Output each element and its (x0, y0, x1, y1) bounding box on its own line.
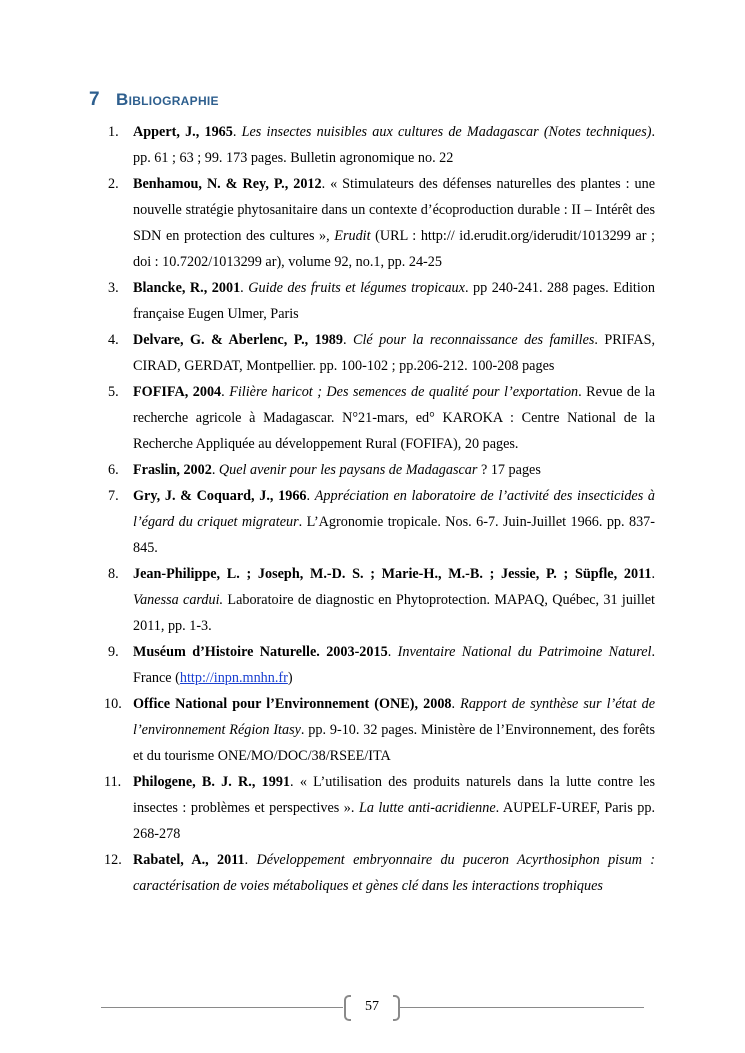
reference-item: 3. Blancke, R., 2001. Guide des fruits et légumes tropicaux. pp 240-241. 288 pages. Edition française Eugen Ulmer, Paris (133, 275, 655, 327)
reference-author: FOFIFA, 2004 (133, 384, 222, 400)
reference-details: . Revue de la recherche agricole à Madagascar. N°21-mars, ed° KAROKA : Centre National de la Recherche Appliquée au développement Rural (FOFIFA), 20 pages. (133, 384, 656, 452)
reference-author: Jean-Philippe, L. ; Joseph, M.-D. S. ; Marie-H., M.-B. ; Jessie, P. ; Süpfle, 2011 (133, 566, 652, 582)
reference-title: Filière haricot ; Des semences de qualité pour l’exportation (229, 384, 579, 400)
reference-item: 7. Gry, J. & Coquard, J., 1966. Appréciation en laboratoire de l’activité des insecticides à l’égard du criquet migrateur. L’Agronomie tropicale. Nos. 6-7. Juin-Juillet 1966. pp. 837-845. (133, 483, 655, 561)
reference-number: 9. (108, 644, 119, 660)
footer-rule-right (399, 1007, 644, 1008)
page-number: 57 (365, 999, 379, 1014)
reference-details: ? 17 pages (477, 462, 541, 478)
reference-author: Rabatel, A., 2011 (133, 852, 245, 868)
reference-number: 11. (104, 774, 122, 790)
reference-title: Inventaire National du Patrimoine Naturel (397, 644, 652, 660)
reference-title: Développement embryonnaire du puceron Acyrthosiphon pisum : caractérisation de voies métaboliques et gènes clé dans les interactions trophiques (133, 852, 656, 894)
reference-details: (URL : http:// id.erudit.org/iderudit/1013299 ar ; doi : 10.7202/1013299 ar), volume 92, no.1, pp. 24-25 (133, 228, 655, 270)
reference-item: 10. Office National pour l’Environnement (ONE), 2008. Rapport de synthèse sur l’état de l’environnement Région Itasy. pp. 9-10. 32 pages. Ministère de l’Environnement, des forêts et du tourisme ONE/MO/DOC/38/RSEE/ITA (133, 691, 655, 769)
reference-details: . pp 240-241. 288 pages. Edition française Eugen Ulmer, Paris (133, 280, 655, 322)
reference-number: 12. (104, 852, 122, 868)
reference-article: . « Stimulateurs des défenses naturelles des plantes : une nouvelle stratégie phytosanitaire dans un contexte d’écoproduction durable : II – Intérêt des SDN en protection des cultures », (133, 176, 656, 244)
section-title: Bibliographie (116, 90, 219, 109)
reference-number: 3. (108, 280, 119, 296)
reference-title: Quel avenir pour les paysans de Madagascar (218, 462, 478, 478)
reference-item (108, 171, 656, 275)
reference-item: 4. Delvare, G. & Aberlenc, P., 1989. Clé pour la reconnaissance des familles. PRIFAS, CIRAD, GERDAT, Montpellier. pp. 100-102 ; pp.206-212. 100-208 pages (133, 327, 655, 379)
reference-title: Les insectes nuisibles aux cultures de Madagascar (Notes techniques) (241, 124, 652, 140)
reference-item: 8. Jean-Philippe, L. ; Joseph, M.-D. S. ; Marie-H., M.-B. ; Jessie, P. ; Süpfle, 2011. Vanessa cardui. Laboratoire de diagnostic en Phytoprotection. MAPAQ, Québec, 31 juillet 2011, pp. 1-3. (133, 561, 655, 639)
reference-author: Muséum d’Histoire Naturelle. 2003-2015 (133, 644, 388, 660)
bibliography-list (104, 119, 656, 899)
reference-item: 6. Fraslin, 2002. Quel avenir pour les paysans de Madagascar ? 17 pages (133, 457, 655, 483)
page-footer (101, 995, 644, 1021)
reference-author: Delvare, G. & Aberlenc, P., 1989 (133, 332, 343, 348)
footer-bracket-right (393, 995, 400, 1021)
reference-title: La lutte anti-acridienne (358, 800, 496, 816)
reference-item: 1. Appert, J., 1965. Les insectes nuisibles aux cultures de Madagascar (Notes techniques). pp. 61 ; 63 ; 99. 173 pages. Bulletin agronomique no. 22 (133, 119, 655, 171)
reference-details: . pp. 9-10. 32 pages. Ministère de l’Environnement, des forêts et du tourisme ONE/MO/DOC/38/RSEE/ITA (133, 722, 656, 764)
reference-author: Blancke, R., 2001 (133, 280, 241, 296)
reference-title: Clé pour la reconnaissance des familles (353, 332, 595, 348)
reference-article: . « L’utilisation des produits naturels dans la lutte contre les insectes : problèmes et perspectives ». (133, 774, 655, 816)
section-heading (89, 89, 219, 111)
reference-author: Appert, J., 1965 (133, 124, 233, 140)
reference-author: Benhamou, N. & Rey, P., 2012 (133, 176, 322, 192)
reference-title: Rapport de synthèse sur l’état de l’environnement Région Itasy (133, 696, 656, 738)
reference-author: Philogene, B. J. R., 1991 (133, 774, 291, 790)
reference-author: Office National pour l’Environnement (ONE), 2008 (133, 696, 452, 712)
reference-number: 10. (104, 696, 122, 712)
inpn-link[interactable]: http://inpn.mnhn.fr (179, 670, 288, 686)
reference-number: 5. (108, 384, 119, 400)
reference-item: 5. FOFIFA, 2004. Filière haricot ; Des semences de qualité pour l’exportation. Revue de la recherche agricole à Madagascar. N°21-mars, ed° KAROKA : Centre National de la Recherche Appliquée au développement Rural (FOFIFA), 20 pages. (133, 379, 655, 457)
reference-details: . France ( (133, 644, 656, 686)
reference-details: . pp. 61 ; 63 ; 99. 173 pages. Bulletin agronomique no. 22 (133, 124, 656, 166)
reference-details: . PRIFAS, CIRAD, GERDAT, Montpellier. pp. 100-102 ; pp.206-212. 100-208 pages (133, 332, 656, 374)
reference-details: Laboratoire de diagnostic en Phytoprotection. MAPAQ, Québec, 31 juillet 2011, pp. 1-3. (133, 592, 655, 634)
reference-item: 9. Muséum d’Histoire Naturelle. 2003-2015. Inventaire National du Patrimoine Naturel. France (http://inpn.mnhn.fr) (133, 639, 655, 691)
reference-number: 6. (108, 462, 119, 478)
reference-item (104, 769, 655, 847)
reference-title: Guide des fruits et légumes tropicaux (248, 280, 465, 296)
reference-title: Erudit (334, 228, 371, 244)
reference-author: Fraslin, 2002 (133, 462, 212, 478)
reference-details: . AUPELF-UREF, Paris pp. 268-278 (133, 800, 655, 842)
reference-title: Appréciation en laboratoire de l’activité des insecticides à l’égard du criquet migrateur (133, 488, 655, 530)
reference-author: Gry, J. & Coquard, J., 1966 (133, 488, 307, 504)
reference-details: . L’Agronomie tropicale. Nos. 6-7. Juin-Juillet 1966. pp. 837-845. (133, 514, 655, 556)
reference-number: 2. (108, 176, 119, 192)
reference-item: 12. Rabatel, A., 2011. Développement embryonnaire du puceron Acyrthosiphon pisum : caractérisation de voies métaboliques et gènes clé dans les interactions trophiques (133, 847, 655, 899)
reference-number: 4. (108, 332, 119, 348)
reference-title: Vanessa cardui. (133, 592, 224, 608)
reference-number: 8. (108, 566, 119, 582)
reference-number: 1. (108, 124, 119, 140)
reference-number: 7. (108, 488, 119, 504)
footer-rule-left (101, 1007, 343, 1008)
section-number: 7 (89, 89, 100, 110)
